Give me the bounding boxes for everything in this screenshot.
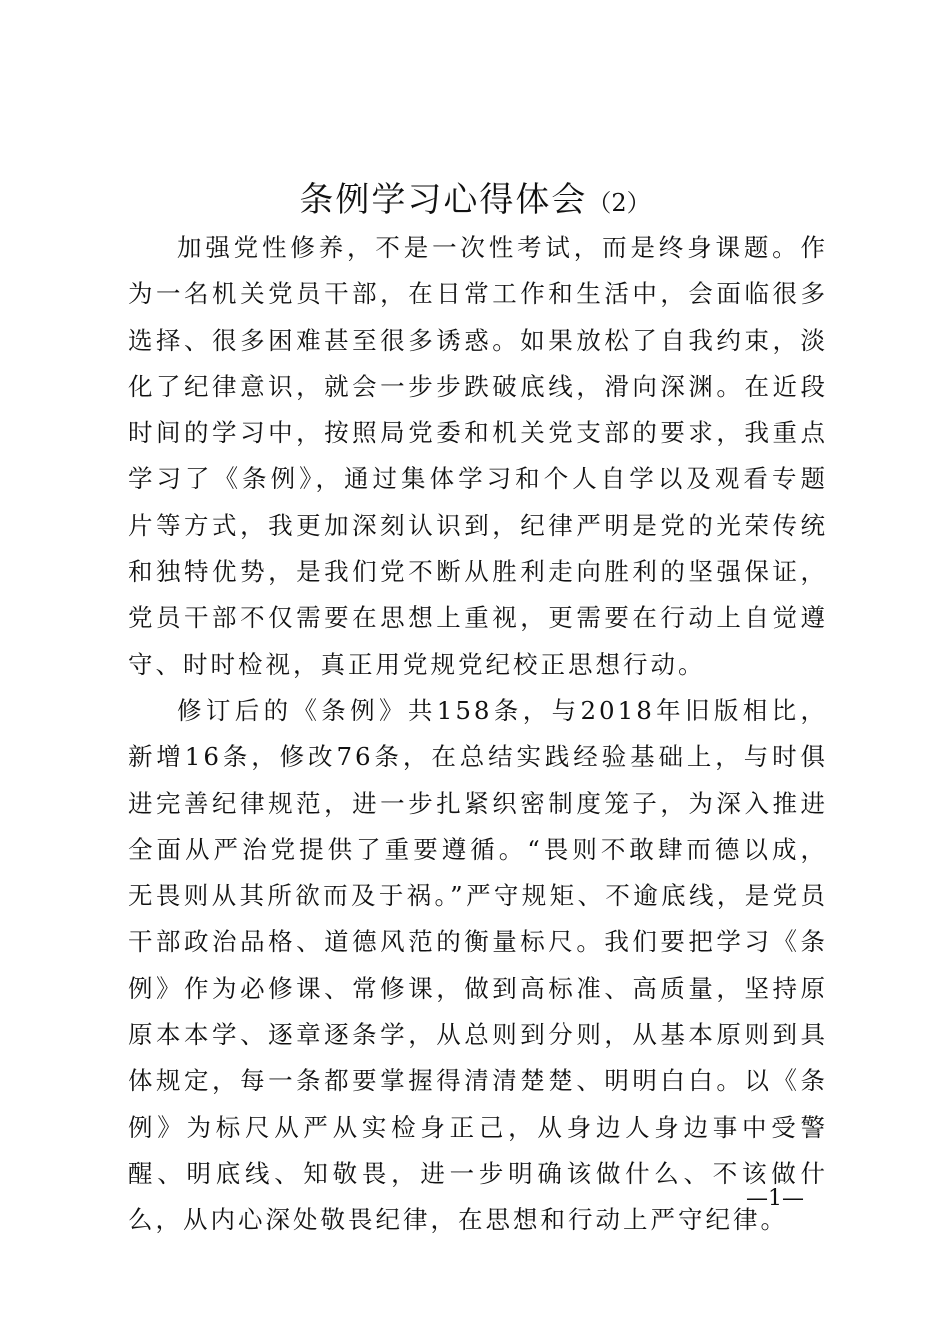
- title-suffix: （2）: [587, 189, 651, 217]
- document-title: [0, 176, 950, 227]
- paragraph-2: 修订后的《条例》共158条，与2018年旧版相比，新增16条，修改76条，在总结实践经验基础上，与时俱进完善纪律规范，进一步扎紧织密制度笼子，为深入推进全面从严治党提供了重要遵循。“畏则不敢肆而德以成，无畏则从其所欲而及于祸。”严守规矩、不逾底线，是党员干部政治品格、道德风范的衡量标尺。我们要把学习《条例》作为必修课、常修课，做到高标准、高质量，坚持原原本本学、逐章逐条学，从总则到分则，从基本原则到具体规定，每一条都要掌握得清清楚楚、明明白白。以《条例》为标尺从严从实检身正己，从身边人身边事中受警醒、明底线、知敬畏，进一步明确该做什么、不该做什么，从内心深处敬畏纪律，在思想和行动上严守纪律。: [128, 695, 828, 1235]
- document-body: [128, 225, 828, 1244]
- paragraph-1: 加强党性修养，不是一次性考试，而是终身课题。作为一名机关党员干部，在日常工作和生活中，会面临很多选择、很多困难甚至很多诱惑。如果放松了自我约束，淡化了纪律意识，就会一步步跌破底线，滑向深渊。在近段时间的学习中，按照局党委和机关党支部的要求，我重点学习了《条例》，通过集体学习和个人自学以及观看专题片等方式，我更加深刻认识到，纪律严明是党的光荣传统和独特优势，是我们党不断从胜利走向胜利的坚强保证，党员干部不仅需要在思想上重视，更需要在行动上自觉遵守、时时检视，真正用党规党纪校正思想行动。: [128, 233, 828, 679]
- title-text: 条例学习心得体会: [299, 180, 588, 220]
- page-number: —1—: [746, 1186, 804, 1211]
